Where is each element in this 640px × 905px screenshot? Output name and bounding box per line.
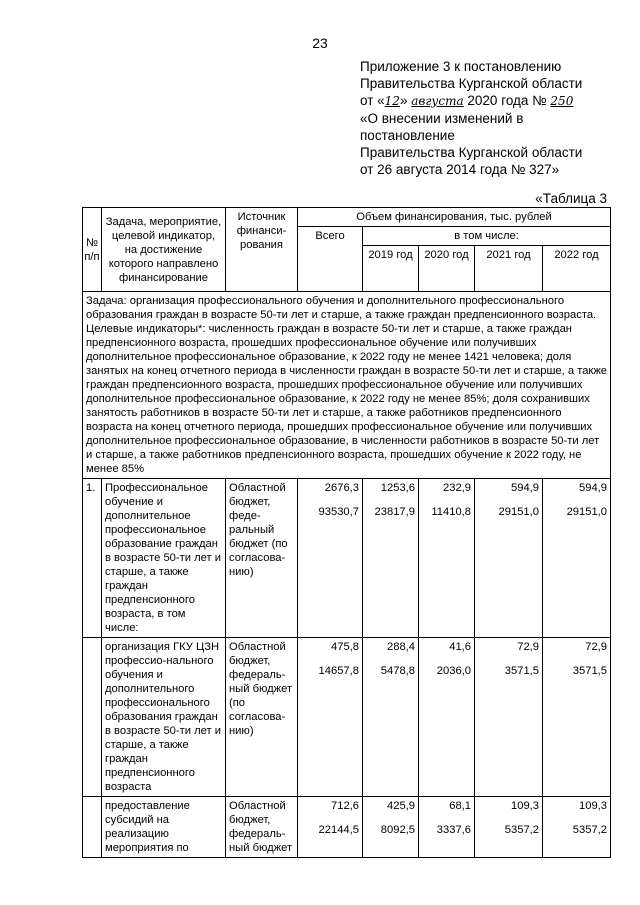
- header-num: № п/п: [83, 208, 102, 292]
- row-2020: [419, 479, 475, 638]
- federal-value: 3337,6: [436, 824, 471, 836]
- regional-value: 594,9: [511, 482, 539, 494]
- row-source: Областной бюджет, федераль-ный бюджет (по согласова-нию): [226, 638, 298, 797]
- federal-value: 23817,9: [374, 506, 415, 518]
- row-num: 1.: [83, 479, 102, 638]
- header-year: 2020 год: [419, 246, 475, 292]
- header-source: Источник финанси-рования: [226, 208, 298, 292]
- regional-value: 72,9: [517, 641, 539, 653]
- table-row: [83, 638, 611, 797]
- appendix-date-year: 2020 года №: [467, 93, 547, 108]
- federal-value: 93530,7: [318, 506, 359, 518]
- regional-value: 68,1: [449, 800, 471, 812]
- task-cell: [83, 292, 611, 479]
- header-year: 2021 год: [475, 246, 543, 292]
- appendix-line: от 26 августа 2014 года № 327»: [360, 162, 560, 177]
- table-row: [83, 797, 611, 858]
- row-2020: [419, 638, 475, 797]
- federal-value: 11410,8: [431, 506, 471, 518]
- federal-value: 29151,0: [498, 506, 539, 518]
- regional-value: 2676,3: [324, 482, 359, 494]
- regional-value: 41,6: [449, 641, 471, 653]
- row-name: организация ГКУ ЦЗН профессио-нального обучения и дополнительного профессионального образования граждан в возрасте 50-ти лет и старше, а также граждан предпенсионного возраста: [102, 638, 226, 797]
- federal-value: 3571,5: [504, 665, 539, 677]
- table-row: [83, 479, 611, 638]
- regional-value: 594,9: [579, 482, 608, 494]
- federal-value: 29151,0: [566, 506, 608, 518]
- appendix-line: постановление: [360, 128, 455, 143]
- funding-table: [82, 207, 611, 858]
- appendix-line: Правительства Курганской области: [360, 76, 583, 91]
- header-funding: Объем финансирования, тыс. рублей: [298, 208, 611, 227]
- row-2021: [475, 479, 543, 638]
- federal-value: 5357,2: [504, 824, 539, 836]
- regional-value: 425,9: [387, 800, 415, 812]
- target-indicators: Целевые индикаторы*: численность граждан в возрасте 50-ти лет и старше, а также граждан предпенсионного возраста, прошедших профессиональное обучение или получивших дополнительное профессиональное образование, к 2022 году не менее 1421 человека; доля занятых на конец отчетного периода в численности граждан в возрасте 50-ти лет и старше, а также граждан предпенсионного возраста, прошедших профессиональное обучение или получивших дополнительное профессиональное образование, к 2022 году не менее 85%; доля сохранивших занятость работников в возрасте 50-ти лет и старше, а также работников предпенсионного возраста на конец отчетного периода, прошедших профессиональное обучение или получивших дополнительное профессиональное образование, в численности работников в возрасте 50-ти лет и старше, а также работников предпенсионного возраста, прошедших обучение к 2022 году, не менее 85%: [86, 323, 608, 475]
- header-total: Всего: [298, 227, 363, 292]
- regional-value: 475,8: [331, 641, 359, 653]
- appendix-header: [360, 58, 630, 178]
- row-2022: [543, 479, 611, 638]
- federal-value: 5478,8: [380, 665, 415, 677]
- row-2022: [543, 638, 611, 797]
- row-total: [298, 797, 363, 858]
- regional-value: 712,6: [331, 800, 359, 812]
- appendix-date-prefix: от «: [360, 93, 385, 108]
- table-label: «Таблица 3: [535, 191, 607, 206]
- regional-value: 232,9: [443, 482, 471, 494]
- federal-value: 5357,2: [572, 824, 608, 836]
- row-num: [83, 638, 102, 797]
- federal-value: 14657,8: [318, 665, 359, 677]
- header-year: 2022 год: [543, 246, 611, 292]
- appendix-line: «О внесении изменений в: [360, 111, 524, 126]
- row-total: [298, 638, 363, 797]
- row-source: Областной бюджет, феде-ральный бюджет (по согласова-нию): [226, 479, 298, 638]
- regional-value: 72,9: [585, 641, 608, 653]
- regional-value: 288,4: [387, 641, 415, 653]
- appendix-line: Правительства Курганской области: [360, 145, 583, 160]
- regional-value: 1253,6: [380, 482, 415, 494]
- header-year: 2019 год: [363, 246, 419, 292]
- federal-value: 8092,5: [380, 824, 415, 836]
- row-2019: [363, 638, 419, 797]
- task-row: [83, 292, 611, 479]
- handwritten-month: августа: [411, 94, 464, 108]
- federal-value: 3571,5: [572, 665, 608, 677]
- row-source: Областной бюджет, федераль-ный бюджет: [226, 797, 298, 858]
- row-num: [83, 797, 102, 858]
- row-total: [298, 479, 363, 638]
- appendix-date-quote: »: [399, 93, 408, 108]
- row-name: предоставление субсидий на реализацию мероприятия по: [102, 797, 226, 858]
- appendix-date-line: [360, 92, 630, 110]
- row-2022: [543, 797, 611, 858]
- regional-value: 109,3: [511, 800, 539, 812]
- row-2021: [475, 638, 543, 797]
- header-task: Задача, мероприятие, целевой индикатор, на достижение которого направлено финансирование: [102, 208, 226, 292]
- header-including: в том числе:: [363, 227, 611, 246]
- appendix-line: Приложение 3 к постановлению: [360, 59, 562, 74]
- handwritten-day: 12: [384, 94, 400, 108]
- page-number: 23: [312, 35, 328, 51]
- row-name: Профессиональное обучение и дополнительное профессиональное образование граждан в возрасте 50-ти лет и старше, а также граждан предпенсионного возраста, в том числе:: [102, 479, 226, 638]
- row-2021: [475, 797, 543, 858]
- handwritten-number: 250: [550, 94, 574, 108]
- regional-value: 109,3: [579, 800, 608, 812]
- federal-value: 22144,5: [318, 824, 359, 836]
- task-text: Задача: организация профессионального обучения и дополнительного профессионального образования граждан в возрасте 50-ти лет и старше, а также граждан предпенсионного возраста.: [86, 295, 597, 321]
- row-2019: [363, 797, 419, 858]
- header-row: [83, 208, 611, 227]
- row-2019: [363, 479, 419, 638]
- row-2020: [419, 797, 475, 858]
- federal-value: 2036,0: [436, 665, 471, 677]
